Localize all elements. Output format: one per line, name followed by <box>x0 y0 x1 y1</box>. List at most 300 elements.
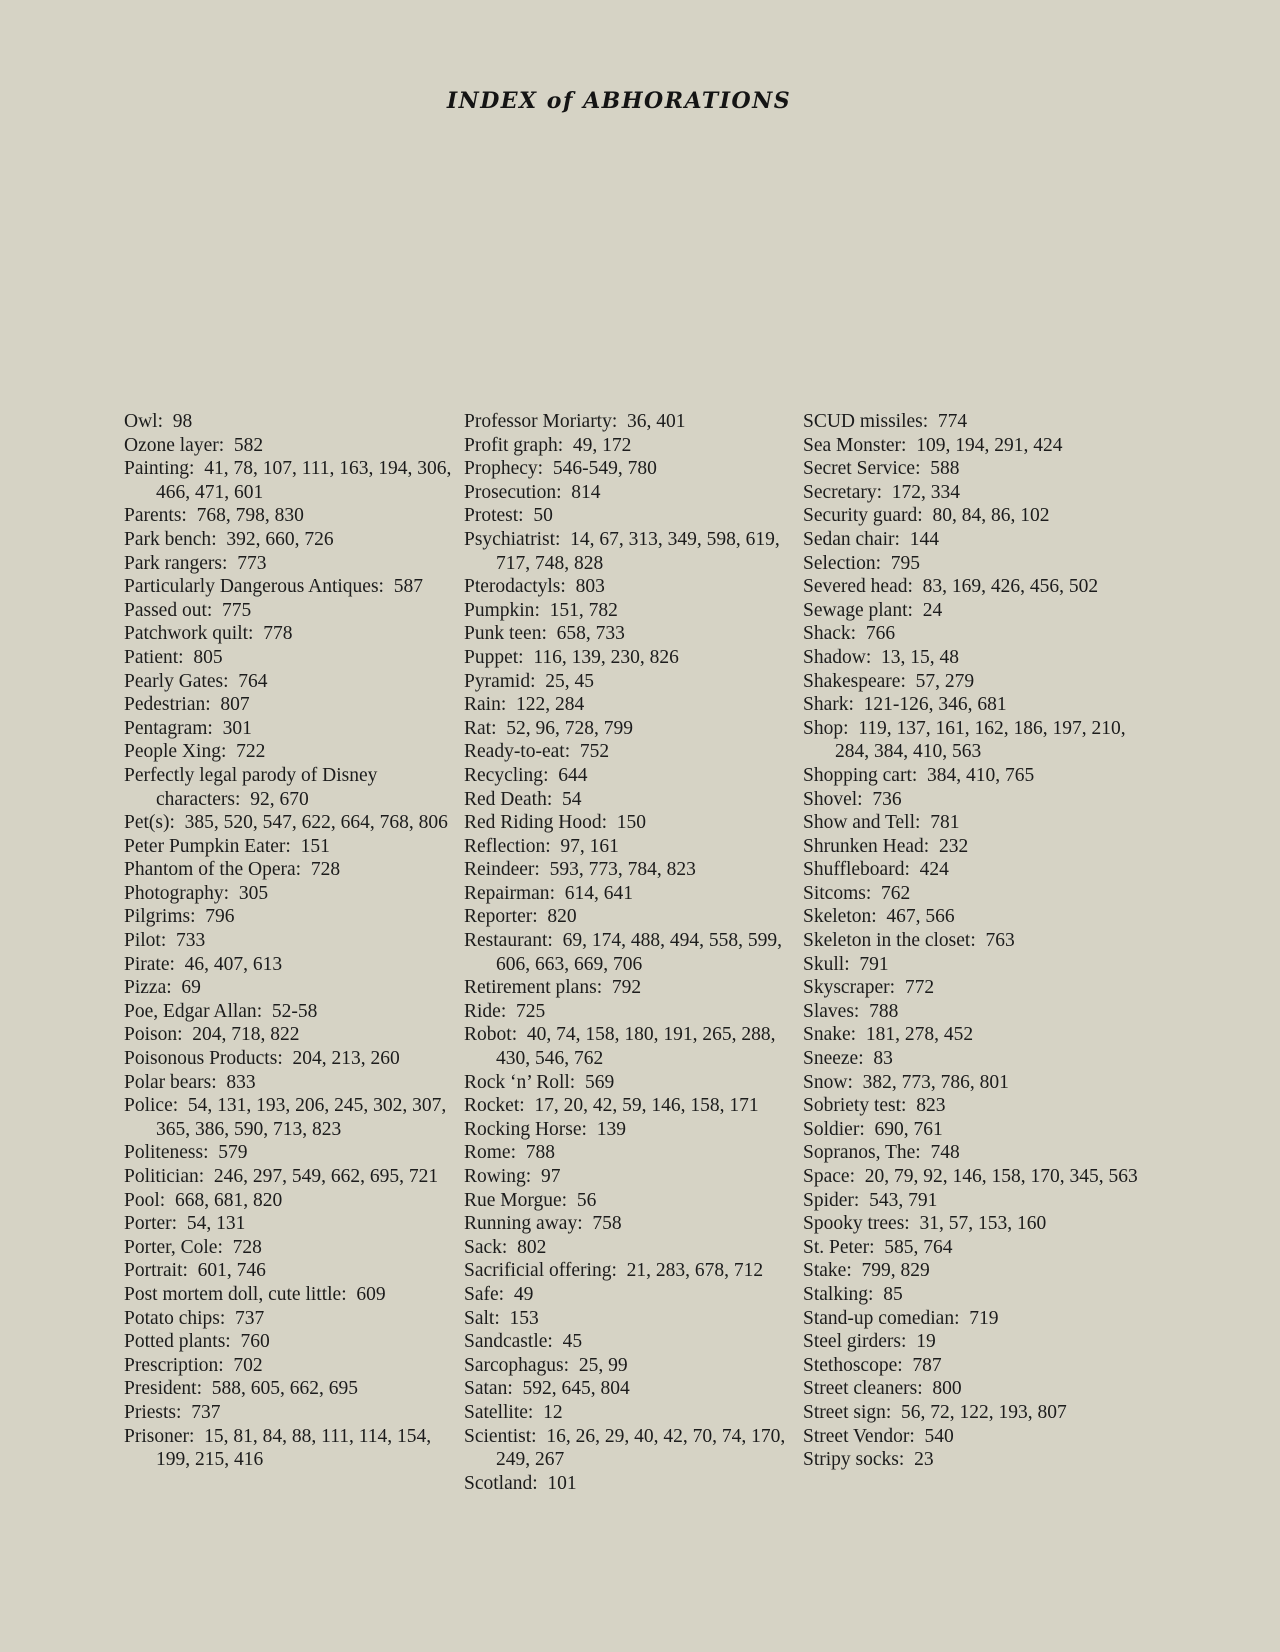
index-page-numbers: 467, 566 <box>886 906 955 928</box>
index-entry <box>464 434 799 458</box>
index-page-numbers: 246, 297, 549, 662, 695, 721 <box>213 1166 439 1187</box>
index-term: Salt : <box>464 1308 510 1329</box>
index-page-numbers: 101 <box>547 1472 577 1494</box>
index-term: Sobriety test : <box>803 1095 916 1116</box>
index-page-numbers: 12 <box>543 1401 563 1423</box>
index-term: Perfectly legal parody of Disney characters : <box>124 765 377 810</box>
index-page-numbers: 737 <box>235 1307 265 1329</box>
index-entry <box>124 1071 459 1095</box>
index-entry <box>803 1071 1138 1095</box>
index-entry <box>803 670 1138 694</box>
index-page-numbers: 24 <box>922 599 943 621</box>
index-entry <box>464 1354 799 1378</box>
index-term: Space : <box>803 1166 865 1187</box>
index-entry <box>803 1189 1138 1213</box>
index-entry <box>124 552 459 576</box>
index-entry <box>124 1377 459 1401</box>
index-term: Sneeze : <box>803 1048 873 1069</box>
index-page-numbers: 814 <box>571 481 601 503</box>
index-term: Robot : <box>464 1024 527 1045</box>
index-term: Restaurant : <box>464 930 563 951</box>
index-page-numbers: 582 <box>233 434 264 456</box>
index-term: Red Death : <box>464 789 562 810</box>
index-entry <box>124 457 459 504</box>
index-page-numbers: 41, 78, 107, 111, 163, 194, 306, 466, 471, 601 <box>156 458 452 503</box>
index-entry <box>464 504 799 528</box>
index-page-numbers: 172, 334 <box>891 481 961 503</box>
index-entry <box>464 858 799 882</box>
index-entry <box>464 1189 799 1213</box>
index-page-numbers: 97, 161 <box>560 835 619 857</box>
index-term: Shuffleboard : <box>803 859 920 880</box>
index-entry <box>464 622 799 646</box>
index-term: Sewage plant : <box>803 600 923 621</box>
index-page-numbers: 763 <box>985 930 1015 952</box>
index-entry <box>464 835 799 859</box>
index-page-numbers: 204, 213, 260 <box>292 1048 400 1070</box>
index-entry <box>803 1259 1138 1283</box>
index-term: Portrait : <box>124 1260 198 1281</box>
index-entry <box>803 599 1138 623</box>
index-term: Rome : <box>464 1142 526 1163</box>
index-page-numbers: 722 <box>236 741 266 763</box>
index-page-numbers: 144 <box>909 528 939 550</box>
index-page-numbers: 795 <box>890 552 920 574</box>
index-entry <box>803 481 1138 505</box>
index-term: Rock ‘n’ Roll : <box>464 1072 585 1093</box>
index-page-numbers: 17, 20, 42, 59, 146, 158, 171 <box>534 1095 759 1117</box>
index-term: Reflection : <box>464 836 560 857</box>
index-page-numbers: 19 <box>916 1331 936 1353</box>
index-page-numbers: 40, 74, 158, 180, 191, 265, 288, 430, 546, 762 <box>496 1024 776 1070</box>
index-page-numbers: 14, 67, 313, 349, 598, 619, 717, 748, 828 <box>496 528 780 574</box>
index-entry <box>124 858 459 882</box>
index-entry <box>803 1118 1138 1142</box>
index-page-numbers: 25, 99 <box>578 1354 628 1376</box>
index-page-numbers: 25, 45 <box>545 670 595 692</box>
index-entry <box>803 976 1138 1000</box>
index-page-numbers: 151, 782 <box>549 599 618 621</box>
index-page-numbers: 733 <box>176 930 206 952</box>
index-term: Street cleaners : <box>803 1378 932 1399</box>
index-page-numbers: 788 <box>525 1142 556 1164</box>
index-term: Pyramid : <box>464 671 545 692</box>
index-page-numbers: 20, 79, 92, 146, 158, 170, 345, 563 <box>864 1166 1138 1187</box>
index-page-numbers: 56 <box>576 1189 597 1211</box>
index-page-numbers: 150 <box>616 812 647 834</box>
index-entry <box>803 1354 1138 1378</box>
index-term: Pirate : <box>124 954 185 975</box>
index-term: Owl : <box>124 411 173 432</box>
index-term: Prescription : <box>124 1355 233 1376</box>
index-page-numbers: 301 <box>222 717 252 739</box>
index-term: Pilot : <box>124 930 176 951</box>
index-entry <box>464 882 799 906</box>
index-term: Rue Morgue : <box>464 1190 577 1211</box>
index-term: Peter Pumpkin Eater : <box>124 836 301 857</box>
index-term: Snow : <box>803 1072 863 1093</box>
index-entry <box>464 1401 799 1425</box>
index-page-numbers: 728 <box>232 1236 262 1258</box>
index-term: Stand-up comedian : <box>803 1308 969 1329</box>
index-entry <box>124 528 459 552</box>
index-entry <box>803 717 1138 764</box>
index-term: Sack : <box>464 1237 517 1258</box>
index-column-2 <box>464 410 799 1495</box>
index-page-numbers: 546-549, 780 <box>552 458 657 480</box>
index-page-numbers: 768, 798, 830 <box>196 505 304 527</box>
index-entry <box>124 905 459 929</box>
index-page-numbers: 593, 773, 784, 823 <box>549 859 696 881</box>
index-entry <box>124 740 459 764</box>
index-term: Professor Moriarty : <box>464 411 627 432</box>
index-page-numbers: 21, 283, 678, 712 <box>626 1260 764 1282</box>
index-term: Politeness : <box>124 1142 218 1163</box>
index-entry <box>464 599 799 623</box>
index-page-numbers: 778 <box>263 623 293 645</box>
index-page-numbers: 181, 278, 452 <box>865 1024 974 1046</box>
index-page-numbers: 52-58 <box>271 1000 318 1022</box>
index-page-numbers: 424 <box>919 859 949 881</box>
index-page-numbers: 49, 172 <box>572 434 632 456</box>
index-page-numbers: 49 <box>513 1283 534 1305</box>
index-entry <box>124 1259 459 1283</box>
index-page-numbers: 579 <box>218 1142 248 1164</box>
index-entry <box>803 1141 1138 1165</box>
index-term: Pilgrims : <box>124 906 205 927</box>
index-entry <box>464 528 799 575</box>
index-term: Skeleton in the closet : <box>803 930 986 951</box>
index-page-numbers: 833 <box>226 1071 256 1093</box>
index-page-numbers: 658, 733 <box>556 623 625 645</box>
index-term: St. Peter : <box>803 1237 884 1258</box>
index-entry <box>124 1212 459 1236</box>
index-entry <box>464 929 799 976</box>
index-entry <box>464 1094 799 1118</box>
index-term: Protest : <box>464 505 533 526</box>
index-term: Potted plants : <box>124 1331 240 1352</box>
index-page-numbers: 13, 15, 48 <box>881 646 960 668</box>
index-term: Psychiatrist : <box>464 529 570 550</box>
index-term: Red Riding Hood : <box>464 812 617 833</box>
index-term: Steel girders : <box>803 1331 916 1352</box>
index-term: Porter, Cole : <box>124 1237 233 1258</box>
index-entry <box>124 1330 459 1354</box>
index-entry <box>124 670 459 694</box>
index-entry <box>803 552 1138 576</box>
index-page-numbers: 116, 139, 230, 826 <box>533 646 679 668</box>
index-entry <box>803 1448 1138 1472</box>
index-term: Shakespeare : <box>803 671 916 692</box>
index-term: Ride : <box>464 1001 516 1022</box>
index-term: Poisonous Products : <box>124 1048 293 1069</box>
index-entry <box>464 693 799 717</box>
index-entry <box>464 1000 799 1024</box>
index-page-numbers: 807 <box>220 694 250 716</box>
index-entry <box>124 1094 459 1141</box>
index-entry <box>464 1236 799 1260</box>
index-entry <box>464 1071 799 1095</box>
index-page-numbers: 16, 26, 29, 40, 42, 70, 74, 170, 249, 267 <box>496 1425 786 1471</box>
index-term: Prophecy : <box>464 458 553 479</box>
index-term: Reindeer : <box>464 859 550 880</box>
index-page-numbers: 540 <box>924 1425 954 1447</box>
index-entry <box>464 905 799 929</box>
index-page-numbers: 54, 131 <box>186 1213 246 1235</box>
index-term: Severed head : <box>803 576 923 597</box>
index-page-numbers: 787 <box>912 1354 942 1376</box>
index-entry <box>124 434 459 458</box>
index-page-numbers: 725 <box>516 1000 546 1022</box>
index-entry <box>464 1118 799 1142</box>
index-entry <box>803 905 1138 929</box>
index-term: Snake : <box>803 1024 866 1045</box>
index-term: Secretary : <box>803 482 892 503</box>
index-term: Scotland : <box>464 1473 547 1494</box>
index-term: Painting : <box>124 458 204 479</box>
index-page-numbers: 57, 279 <box>915 670 975 692</box>
index-entry <box>124 811 459 835</box>
index-page-numbers: 799, 829 <box>861 1260 930 1282</box>
index-page-numbers: 98 <box>172 411 193 432</box>
index-term: Prisoner : <box>124 1426 204 1447</box>
index-page-numbers: 588, 605, 662, 695 <box>211 1378 358 1400</box>
index-entry <box>464 1425 799 1472</box>
index-entry <box>464 1330 799 1354</box>
index-term: Selection : <box>803 553 891 574</box>
index-term: Parents : <box>124 505 197 526</box>
index-page-numbers: 774 <box>937 411 968 432</box>
index-page-numbers: 56, 72, 122, 193, 807 <box>901 1401 1067 1423</box>
index-entry <box>464 1141 799 1165</box>
index-term: Reporter : <box>464 906 547 927</box>
index-term: Poe, Edgar Allan : <box>124 1001 272 1022</box>
index-term: Park rangers : <box>124 553 237 574</box>
index-term: Pizza : <box>124 977 181 998</box>
index-term: Pterodactyls : <box>464 576 576 597</box>
index-page-numbers: 752 <box>579 741 610 763</box>
index-entry <box>803 575 1138 599</box>
index-entry <box>464 457 799 481</box>
index-entry <box>124 693 459 717</box>
index-entry <box>124 1000 459 1024</box>
index-term: Pearly Gates : <box>124 671 238 692</box>
index-column-1 <box>124 410 459 1472</box>
index-page-numbers: 609 <box>356 1283 386 1305</box>
index-term: Priests : <box>124 1402 191 1423</box>
index-entry <box>803 434 1138 458</box>
index-term: Punk teen : <box>464 623 557 644</box>
index-entry <box>803 764 1138 788</box>
index-term: Pool : <box>124 1190 175 1211</box>
index-entry <box>464 764 799 788</box>
index-entry <box>803 410 1138 434</box>
index-term: Rocket : <box>464 1095 534 1116</box>
index-page-numbers: 121-126, 346, 681 <box>863 694 1007 716</box>
index-term: Shadow : <box>803 647 881 668</box>
index-term: Security guard : <box>803 505 932 526</box>
index-page-numbers: 50 <box>533 505 553 527</box>
index-entry <box>803 622 1138 646</box>
index-entry <box>464 410 799 434</box>
index-page-numbers: 119, 137, 161, 162, 186, 197, 210, 284, 384, 410, 563 <box>835 717 1126 763</box>
index-term: Prosecution : <box>464 482 571 503</box>
index-term: Satan : <box>464 1378 523 1399</box>
index-term: Park bench : <box>124 529 226 550</box>
index-entry <box>124 953 459 977</box>
index-page-numbers: 23 <box>914 1449 934 1471</box>
index-term: Repairman : <box>464 883 565 904</box>
index-page-numbers: 54 <box>562 788 582 810</box>
index-term: Retirement plans : <box>464 977 612 998</box>
index-term: Shack : <box>803 623 866 644</box>
index-term: People Xing : <box>124 741 236 762</box>
index-term: Stalking : <box>803 1284 883 1305</box>
index-term: Satellite : <box>464 1402 543 1423</box>
page-title: INDEX of ABHORATIONS <box>446 88 792 114</box>
index-term: Skull : <box>803 954 859 975</box>
index-page-numbers: 305 <box>238 882 269 904</box>
index-entry <box>803 1023 1138 1047</box>
index-entry <box>803 1236 1138 1260</box>
index-entry <box>124 1047 459 1071</box>
index-term: Poison : <box>124 1024 192 1045</box>
index-page-numbers: 85 <box>883 1283 903 1305</box>
index-entry <box>803 1212 1138 1236</box>
index-entry <box>124 1283 459 1307</box>
index-term: Photography : <box>124 883 239 904</box>
index-page-numbers: 760 <box>240 1331 270 1353</box>
index-page-numbers: 796 <box>205 906 235 928</box>
index-page-numbers: 151 <box>300 835 330 857</box>
index-page-numbers: 31, 57, 153, 160 <box>919 1213 1047 1235</box>
index-entry <box>124 1236 459 1260</box>
index-entry <box>124 929 459 953</box>
index-entry <box>464 1472 799 1496</box>
index-entry <box>803 528 1138 552</box>
index-page-numbers: 736 <box>872 788 902 810</box>
index-term: Sedan chair : <box>803 529 910 550</box>
index-term: Puppet : <box>464 647 533 668</box>
index-term: Secret Service : <box>803 458 930 479</box>
index-page-numbers: 781 <box>930 812 960 834</box>
index-page-numbers: 392, 660, 726 <box>226 528 334 550</box>
index-term: Running away : <box>464 1213 592 1234</box>
index-page-numbers: 766 <box>865 623 896 645</box>
index-page-numbers: 805 <box>193 646 223 668</box>
index-column-3 <box>803 410 1138 1472</box>
index-term: Sopranos, The : <box>803 1142 930 1163</box>
index-term: Ozone layer : <box>124 435 234 456</box>
index-page-numbers: 748 <box>930 1142 960 1164</box>
index-page-numbers: 758 <box>592 1213 622 1235</box>
index-page-numbers: 719 <box>969 1307 999 1329</box>
index-term: Safe : <box>464 1284 514 1305</box>
index-page-numbers: 592, 645, 804 <box>522 1378 630 1400</box>
index-term: Skeleton : <box>803 906 886 927</box>
index-page-numbers: 543, 791 <box>869 1189 938 1211</box>
index-entry <box>803 646 1138 670</box>
index-entry <box>803 1047 1138 1071</box>
index-page-numbers: 36, 401 <box>627 411 686 432</box>
index-entry <box>124 1023 459 1047</box>
index-entry <box>124 835 459 859</box>
index-page-numbers: 69 <box>181 977 201 999</box>
index-entry <box>464 670 799 694</box>
index-entry <box>803 1401 1138 1425</box>
index-page-numbers: 83 <box>873 1048 893 1070</box>
index-term: Rat : <box>464 718 506 739</box>
index-term: Particularly Dangerous Antiques : <box>124 576 394 597</box>
index-term: Patchwork quilt : <box>124 623 263 644</box>
index-term: Polar bears : <box>124 1072 226 1093</box>
index-entry <box>803 1165 1138 1189</box>
index-page-numbers: 80, 84, 86, 102 <box>932 505 1050 527</box>
index-entry <box>124 1165 459 1189</box>
index-term: Scientist : <box>464 1426 546 1447</box>
index-entry <box>464 740 799 764</box>
index-term: Ready-to-eat : <box>464 741 580 762</box>
index-entry <box>803 693 1138 717</box>
index-term: Sarcophagus : <box>464 1355 579 1376</box>
index-entry <box>124 410 459 434</box>
index-entry <box>464 1377 799 1401</box>
index-entry <box>803 1094 1138 1118</box>
index-term: Pumpkin : <box>464 600 550 621</box>
index-entry <box>124 504 459 528</box>
index-entry <box>803 1283 1138 1307</box>
index-entry <box>464 976 799 1000</box>
index-page-numbers: 800 <box>932 1378 962 1400</box>
index-entry <box>464 1259 799 1283</box>
index-entry <box>124 622 459 646</box>
index-entry <box>124 1307 459 1331</box>
index-term: Passed out : <box>124 600 222 621</box>
index-page-numbers: 69, 174, 488, 494, 558, 599, 606, 663, 669, 706 <box>496 930 782 975</box>
index-term: Skyscraper : <box>803 977 905 998</box>
index-entry <box>803 953 1138 977</box>
index-term: President : <box>124 1378 212 1399</box>
index-entry <box>464 1212 799 1236</box>
index-term: SCUD missiles : <box>803 411 938 432</box>
index-page-numbers: 384, 410, 765 <box>927 764 1035 786</box>
index-term: Profit graph : <box>464 435 573 456</box>
index-page-numbers: 791 <box>859 953 889 975</box>
index-page-numbers: 569 <box>584 1071 615 1093</box>
index-page-numbers: 772 <box>904 977 935 999</box>
index-page-numbers: 15, 81, 84, 88, 111, 114, 154, 199, 215, 416 <box>156 1425 432 1471</box>
index-entry <box>124 646 459 670</box>
index-page-numbers: 382, 773, 786, 801 <box>862 1071 1009 1093</box>
index-term: Sandcastle : <box>464 1331 563 1352</box>
index-term: Stripy socks : <box>803 1449 914 1470</box>
index-term: Slaves : <box>803 1001 869 1022</box>
index-entry <box>803 504 1138 528</box>
index-term: Shark : <box>803 694 864 715</box>
index-term: Politician : <box>124 1166 214 1187</box>
index-entry <box>124 1401 459 1425</box>
index-term: Shrunken Head : <box>803 836 939 857</box>
index-entry <box>124 1141 459 1165</box>
index-entry <box>464 646 799 670</box>
index-page-numbers: 54, 131, 193, 206, 245, 302, 307, 365, 386, 590, 713, 823 <box>156 1095 447 1140</box>
index-page-numbers: 385, 520, 547, 622, 664, 768, 806 <box>184 812 448 834</box>
index-term: Spider : <box>803 1190 869 1211</box>
index-term: Sacrificial offering : <box>464 1260 627 1281</box>
index-entry <box>124 575 459 599</box>
index-page-numbers: 614, 641 <box>564 882 633 904</box>
index-entry <box>124 764 459 811</box>
